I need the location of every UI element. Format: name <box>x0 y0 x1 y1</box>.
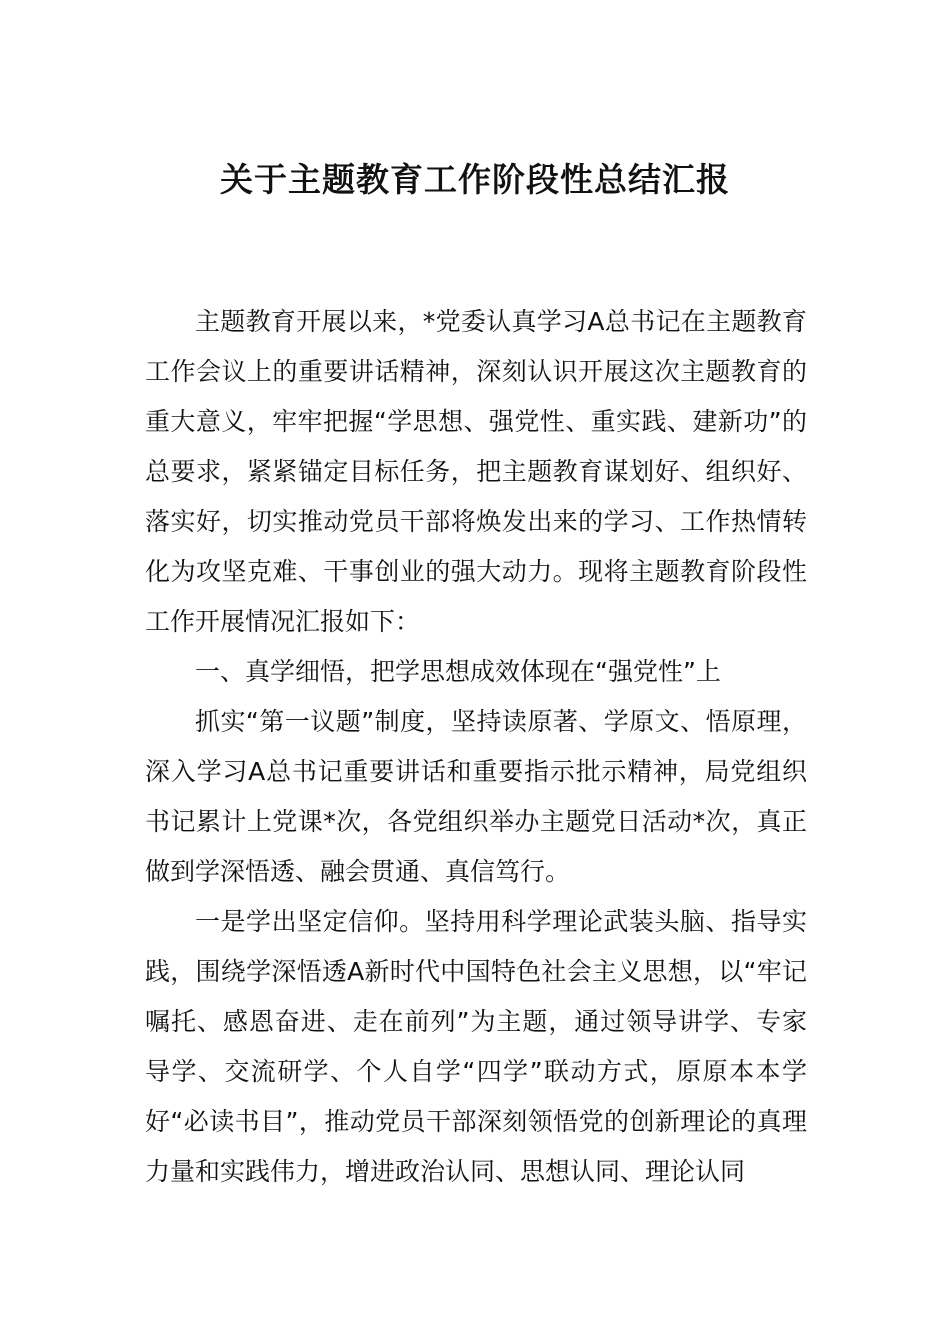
paragraph-point-1: 一是学出坚定信仰。坚持用科学理论武装头脑、指导实践，围绕学深悟透A新时代中国特色社会主义思想，以“牢记嘱托、感恩奋进、走在前列”为主题，通过领导讲学、专家导学、交流研学、个人自学“四学”联动方式，原原本本学好“必读书目”，推动党员干部深刻领悟党的创新理论的真理力量和实践伟力，增进政治认同、思想认同、理论认同 <box>145 907 807 1186</box>
document-title: 关于主题教育工作阶段性总结汇报 <box>220 160 730 199</box>
section-heading-1: 一、真学细悟，把学思想成效体现在“强党性”上 <box>195 657 721 686</box>
paragraph-intro: 主题教育开展以来，*党委认真学习A总书记在主题教育工作会议上的重要讲话精神，深刻认识开展这次主题教育的重大意义，牢牢把握“学思想、强党性、重实践、建新功”的总要求，紧紧锚定目标任务，把主题教育谋划好、组织好、落实好，切实推动党员干部将焕发出来的学习、工作热情转化为攻坚克难、干事创业的强大动力。现将主题教育阶段性工作开展情况汇报如下： <box>145 307 807 636</box>
document-body <box>145 297 807 1197</box>
paragraph-section-1: 抓实“第一议题”制度，坚持读原著、学原文、悟原理，深入学习A总书记重要讲话和重要指示批示精神，局党组织书记累计上党课*次，各党组织举办主题党日活动*次，真正做到学深悟透、融会贯通、真信笃行。 <box>145 707 807 886</box>
